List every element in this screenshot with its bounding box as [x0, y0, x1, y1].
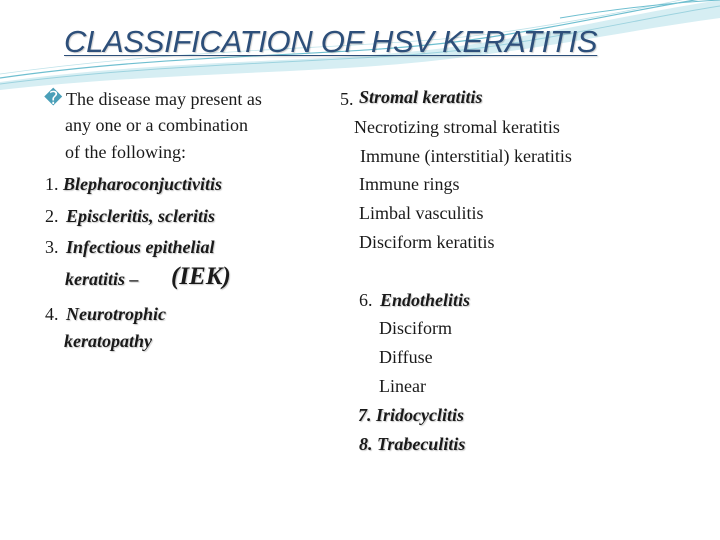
item-5-text: Stromal keratitis	[359, 87, 483, 107]
item-3-text-line1: Infectious epithelial	[66, 237, 215, 257]
item-3-text-line2: keratitis –	[65, 269, 139, 289]
square-bullet-icon: �	[44, 88, 63, 109]
stromal-subitem: Immune (interstitial) keratitis	[360, 146, 572, 166]
item-3-abbreviation: (IEK)	[171, 263, 231, 290]
item-3-number: 3.	[45, 237, 59, 257]
item-4-number: 4.	[45, 304, 59, 324]
endothelitis-subitem: Diffuse	[379, 347, 433, 367]
item-2-text: Episcleritis, scleritis	[66, 206, 216, 226]
endothelitis-subitem: Disciform	[379, 318, 452, 338]
intro-text-line3: of the following:	[65, 142, 186, 162]
intro-text-line1: The disease may present as	[66, 89, 262, 109]
stromal-subitem: Limbal vasculitis	[359, 203, 484, 223]
stromal-subitem: Immune rings	[359, 174, 460, 194]
stromal-subitem: Disciform keratitis	[359, 232, 495, 252]
item-6-text: Endothelitis	[380, 290, 471, 310]
intro-text-line2: any one or a combination	[65, 115, 248, 135]
item-8: 8. Trabeculitis	[359, 434, 466, 454]
item-2-number: 2.	[45, 206, 59, 226]
item-5-number: 5.	[340, 89, 354, 109]
stromal-subitem: Necrotizing stromal keratitis	[354, 117, 560, 137]
item-1-number: 1.	[45, 174, 59, 194]
item-4-text-line1: Neurotrophic	[66, 304, 167, 324]
endothelitis-subitem: Linear	[379, 376, 426, 396]
item-1-text: Blepharoconjuctivitis	[63, 174, 223, 194]
page-title: CLASSIFICATION OF HSV KERATITIS	[64, 24, 598, 59]
item-4-text-line2: keratopathy	[64, 331, 152, 351]
item-7: 7. Iridocyclitis	[358, 405, 464, 425]
item-6-number: 6.	[359, 290, 373, 310]
